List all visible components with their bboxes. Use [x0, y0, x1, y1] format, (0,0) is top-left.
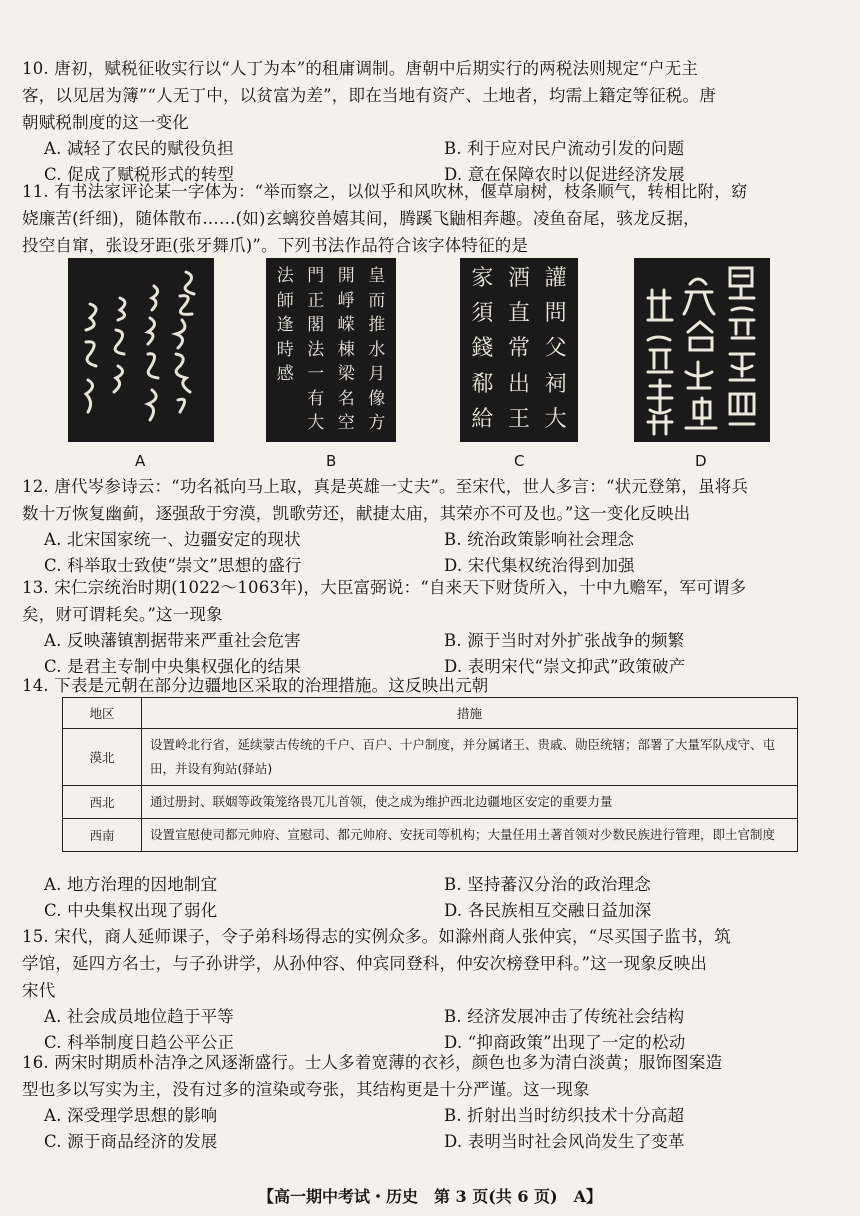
- calligraphy-character: 酒: [508, 266, 531, 291]
- question-stem-line: 11. 有书法家评论某一字体为：“举而察之，以似乎和风吹林，偃草扇树，枝条顺气，转相比附，窈: [22, 182, 748, 201]
- question-stem-line: 13. 宋仁宗统治时期(1022～1063年)，大臣富弼说：“自来天下财货所入，十中九赡军，军可谓多: [22, 578, 747, 597]
- calligraphy-character: 大: [544, 406, 567, 432]
- question-14: [22, 672, 837, 699]
- calligraphy-character: 錢: [471, 336, 494, 362]
- option-d: D. 表明当时社会风尚发生了变革: [444, 1132, 685, 1151]
- calligraphy-character: 水: [368, 339, 386, 360]
- calligraphy-character: 郗: [471, 371, 494, 397]
- seal-script-picture: [634, 258, 770, 442]
- calligraphy-character: 而: [368, 290, 386, 311]
- option-d: D. 意在保障农时以促进经济发展: [444, 165, 685, 184]
- question-stem-line: 型也多以写实为主，没有过多的渲染或夸张，其结构更是十分严谨。这一现象: [22, 1080, 590, 1099]
- calligraphy-character: 出: [508, 371, 531, 397]
- calligraphy-character: 閣: [307, 315, 325, 336]
- question-stem-line: 客，以见居为簿”“人无丁中，以贫富为差”，即在当地有资产、土地者，均需上籍定等征税。唐: [22, 86, 716, 105]
- calligraphy-image-d: [634, 258, 770, 442]
- calligraphy-character: 皇: [368, 266, 386, 286]
- option-a: A. 地方治理的因地制宜: [44, 875, 218, 894]
- image-label-c: C: [514, 452, 525, 470]
- table-row: [63, 729, 798, 786]
- calligraphy-character: 名: [337, 388, 355, 409]
- option-c: C. 中央集权出现了弱化: [44, 901, 218, 920]
- measure-cell: 设置岭北行省，延续蒙古传统的千户、百户、十户制度，并分属诸王、贵戚、勋臣统辖；部署了大量军队戍守、屯田，并设有狗站(驿站): [142, 729, 798, 786]
- calligraphy-character: 逢: [276, 315, 294, 336]
- option-c: C. 科举制度日趋公平公正: [44, 1033, 235, 1052]
- question-stem-line: 12. 唐代岑参诗云：“功名祗向马上取，真是英雄一丈夫”。至宋代，世人多言：“状元登第，虽将兵: [22, 477, 749, 496]
- question-stem-line: 投空自窜，张设牙距(张牙舞爪)”。下列书法作品符合该字体特征的是: [22, 236, 529, 255]
- calligraphy-image-b: [266, 258, 396, 442]
- calligraphy-character: 崢: [337, 290, 355, 311]
- calligraphy-image-c: [460, 258, 578, 442]
- question-stem-line: 宋代: [22, 981, 56, 1000]
- region-cell: 漠北: [63, 729, 142, 786]
- option-b: B. 经济发展冲击了传统社会结构: [444, 1007, 685, 1026]
- option-a: A. 北宋国家统一、边疆安定的现状: [44, 530, 301, 549]
- calligraphy-character: 棟: [337, 339, 355, 360]
- calligraphy-character: 有: [307, 388, 325, 409]
- calligraphy-character: 梁: [337, 364, 355, 385]
- calligraphy-character: 須: [471, 301, 494, 327]
- calligraphy-character: 正: [307, 290, 325, 311]
- option-b: B. 源于当时对外扩张战争的频繁: [444, 631, 685, 650]
- calligraphy-character: 時: [276, 339, 294, 360]
- calligraphy-character: 方: [368, 413, 386, 434]
- table-row: [63, 819, 798, 852]
- region-cell: 西北: [63, 786, 142, 819]
- option-b: B. 利于应对民户流动引发的问题: [444, 139, 685, 158]
- measure-cell: 设置宣慰使司都元帅府、宣慰司、都元帅府、安抚司等机构；大量任用土著首领对少数民族进行管理，即土官制度: [142, 819, 798, 852]
- option-b: B. 坚持蕃汉分治的政治理念: [444, 875, 651, 894]
- page-footer: 【高一期中考试・历史 第 3 页(共 6 页) A】: [257, 1187, 603, 1206]
- calligraphy-character: 空: [337, 413, 355, 434]
- table-header-row: [63, 698, 798, 729]
- calligraphy-character: 祠: [544, 371, 567, 397]
- option-d: D. 各民族相互交融日益加深: [444, 901, 652, 920]
- calligraphy-character: 師: [276, 290, 294, 311]
- calligraphy-character: 法: [276, 266, 294, 286]
- region-cell: 西南: [63, 819, 142, 852]
- calligraphy-image-a: [68, 258, 214, 442]
- table-header-cell: 地区: [63, 698, 142, 729]
- question-11: [22, 178, 837, 259]
- calligraphy-character: 月: [368, 364, 386, 385]
- question-stem-line: 14. 下表是元朝在部分边疆地区采取的治理措施。这反映出元朝: [22, 676, 489, 695]
- image-label-a: A: [135, 452, 146, 470]
- calligraphy-character: 直: [508, 301, 531, 327]
- option-a: A. 深受理学思想的影响: [44, 1106, 218, 1125]
- question-stem-line: 16. 两宋时期质朴洁净之风逐渐盛行。士人多着宽薄的衣衫，颜色也多为清白淡黄；服饰图案造: [22, 1053, 723, 1072]
- image-label-b: B: [326, 452, 337, 470]
- question-stem-line: 朝赋税制度的这一变化: [22, 113, 189, 132]
- option-c: C. 源于商品经济的发展: [44, 1132, 218, 1151]
- calligraphy-character: 感: [276, 364, 294, 385]
- question-stem-line: 学馆，延四方名士，与子孙讲学，从孙仲容、仲宾同登科，仲安次榜登甲科。”这一现象反映出: [22, 954, 708, 973]
- calligraphy-character: 推: [368, 315, 386, 336]
- option-d: D. 表明宋代“崇文抑武”政策破产: [444, 657, 686, 676]
- calligraphy-character: 王: [508, 406, 531, 432]
- option-a: A. 反映藩镇割据带来严重社会危害: [44, 631, 301, 650]
- question-stem-line: 数十万恢复幽蓟，逐强敌于穷漠，凯歌劳还，献捷太庙，其荣亦不可及也。”这一变化反映出: [22, 504, 691, 523]
- question-13: [22, 574, 837, 680]
- option-d: D. “抑商政策”出现了一定的松动: [444, 1033, 686, 1052]
- calligraphy-character: 父: [544, 336, 567, 362]
- question-15: [22, 923, 837, 1056]
- question-16: [22, 1049, 837, 1155]
- calligraphy-character: 法: [307, 339, 325, 360]
- option-b: B. 统治政策影响社会理念: [444, 530, 635, 549]
- calligraphy-character: 開: [337, 266, 355, 286]
- calligraphy-character: 門: [307, 266, 325, 286]
- calligraphy-character: 常: [508, 336, 531, 362]
- option-c: C. 是君主专制中央集权强化的结果: [44, 657, 301, 676]
- option-c: C. 科举取士致使“崇文”思想的盛行: [44, 556, 302, 575]
- question-12: [22, 473, 837, 579]
- table-row: [63, 786, 798, 819]
- calligraphy-character: 一: [307, 364, 325, 385]
- option-a: A. 减轻了农民的赋役负担: [44, 139, 235, 158]
- question-14-options: [22, 872, 837, 924]
- measure-cell: 通过册封、联姻等政策笼络畏兀儿首领，使之成为维护西北边疆地区安定的重要力量: [142, 786, 798, 819]
- question-stem-line: 矣，财可谓耗矣。”这一现象: [22, 605, 223, 624]
- question-10: [22, 55, 837, 188]
- option-b: B. 折射出当时纺织技术十分高超: [444, 1106, 685, 1125]
- calligraphy-character: 問: [544, 301, 567, 327]
- question-stem-line: 15. 宋代，商人延师课子，令子弟科场得志的实例众多。如滁州商人张仲宾，“尽买国子监书，筑: [22, 927, 731, 946]
- calligraphy-images: [0, 258, 860, 473]
- option-c: C. 促成了赋税形式的转型: [44, 165, 235, 184]
- question-stem-line: 娆廉苦(纤细)，随体散布……(如)玄螭狡兽嬉其间，腾蹊飞鼬相奔趣。凌鱼奋尾，骇龙反据，: [22, 209, 700, 228]
- image-label-d: D: [695, 452, 707, 470]
- table-header-cell: 措施: [142, 698, 798, 729]
- question-stem-line: 10. 唐初，赋税征收实行以“人丁为本”的租庸调制。唐朝中后期实行的两税法则规定“户无主: [22, 59, 699, 78]
- option-d: D. 宋代集权统治得到加强: [444, 556, 635, 575]
- calligraphy-character: 讙: [544, 266, 567, 291]
- calligraphy-character: 家: [471, 266, 494, 291]
- calligraphy-character: 像: [368, 388, 386, 409]
- cursive-script-picture: [68, 258, 214, 442]
- calligraphy-character: 給: [471, 406, 494, 432]
- calligraphy-character: 嵘: [337, 315, 355, 336]
- calligraphy-character: 大: [307, 413, 325, 434]
- governance-table: [62, 697, 798, 852]
- option-a: A. 社会成员地位趋于平等: [44, 1007, 235, 1026]
